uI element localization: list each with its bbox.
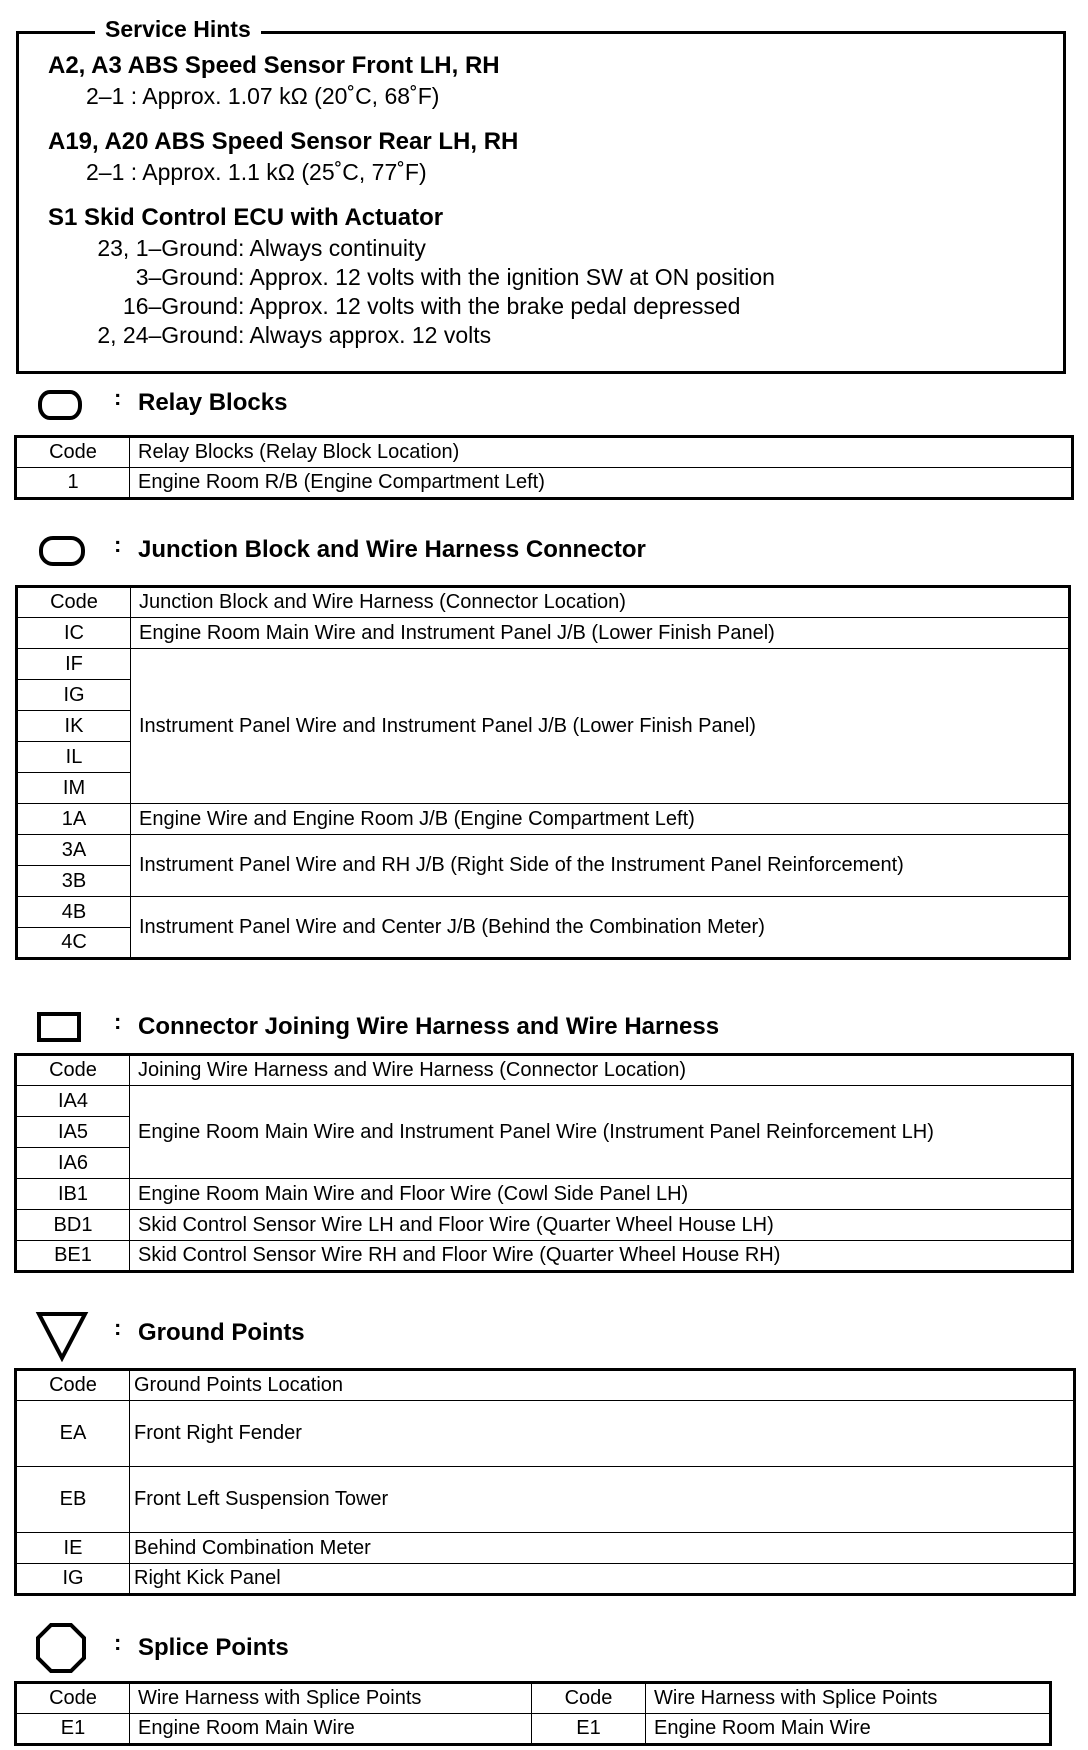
header-desc: Wire Harness with Splice Points: [130, 1683, 532, 1714]
hint-text: Approx. 1.07 kΩ (20˚C, 68˚F): [142, 83, 440, 109]
ground-points-title: Ground Points: [138, 1319, 305, 1346]
code-cell: EB: [16, 1467, 130, 1533]
hint-pin: 2–1: [86, 83, 125, 109]
code-cell: IB1: [16, 1179, 130, 1210]
hint-text: : Approx. 12 volts with the ignition SW at ON position: [238, 264, 775, 290]
desc-cell: Engine Room R/B (Engine Compartment Left): [130, 468, 1073, 499]
hint-pin: 2–1: [86, 159, 125, 185]
code-cell: E1: [16, 1714, 130, 1745]
splice-points-table: [14, 1681, 1052, 1746]
hint-pin: 3–Ground: [135, 264, 238, 290]
table-row: [17, 649, 1070, 680]
triangle-symbol-icon: [35, 1310, 89, 1362]
header-desc: Wire Harness with Splice Points: [646, 1683, 1051, 1714]
junction-block-table: [15, 585, 1071, 960]
desc-cell: Engine Room Main Wire: [130, 1714, 532, 1745]
header-desc: Junction Block and Wire Harness (Connector Location): [131, 587, 1070, 618]
header-desc: Joining Wire Harness and Wire Harness (Connector Location): [130, 1055, 1073, 1086]
hint-text: Approx. 1.1 kΩ (25˚C, 77˚F): [142, 159, 427, 185]
colon: :: [114, 1315, 122, 1340]
code-cell: E1: [532, 1714, 646, 1745]
code-cell: IK: [17, 711, 131, 742]
desc-cell: Instrument Panel Wire and RH J/B (Right Side of the Instrument Panel Reinforcement): [131, 835, 1070, 897]
code-cell: 3B: [17, 866, 131, 897]
code-cell: BD1: [16, 1210, 130, 1241]
relay-blocks-title: Relay Blocks: [138, 389, 288, 416]
table-row: [17, 618, 1070, 649]
hint-pin: 16–Ground: [122, 293, 238, 319]
hint-text: : Always approx. 12 volts: [238, 322, 492, 348]
code-cell: IE: [16, 1533, 130, 1564]
table-row: [16, 1401, 1075, 1467]
code-cell: IC: [17, 618, 131, 649]
code-cell: 1A: [17, 804, 131, 835]
hint-line: 2–1 : Approx. 1.07 kΩ (20˚C, 68˚F): [86, 83, 440, 109]
table-header-row: [16, 437, 1073, 468]
desc-cell: Instrument Panel Wire and Instrument Panel J/B (Lower Finish Panel): [131, 649, 1070, 804]
rounded-rect-symbol-icon: [38, 535, 86, 567]
table-header-row: [16, 1683, 1051, 1714]
table-row: [16, 1086, 1073, 1117]
hint-line: 2–1 : Approx. 1.1 kΩ (25˚C, 77˚F): [86, 159, 427, 185]
code-cell: IG: [16, 1564, 130, 1595]
relay-blocks-table: [14, 435, 1074, 500]
header-code: Code: [16, 437, 130, 468]
header-code: Code: [532, 1683, 646, 1714]
table-row: [16, 1714, 1051, 1745]
colon: :: [114, 532, 122, 557]
code-cell: 3A: [17, 835, 131, 866]
hint-text: : Approx. 12 volts with the brake pedal depressed: [238, 293, 741, 319]
table-row: [16, 1564, 1075, 1595]
table-header-row: [16, 1055, 1073, 1086]
table-row: [16, 1533, 1075, 1564]
table-row: [17, 835, 1070, 866]
table-header-row: [17, 587, 1070, 618]
desc-cell: Front Right Fender: [130, 1401, 1075, 1467]
connector-table: [14, 1053, 1074, 1273]
table-row: [16, 1210, 1073, 1241]
desc-cell: Engine Wire and Engine Room J/B (Engine Compartment Left): [131, 804, 1070, 835]
square-symbol-icon: [36, 1011, 82, 1043]
desc-cell: Engine Room Main Wire and Floor Wire (Cowl Side Panel LH): [130, 1179, 1073, 1210]
connector-title: Connector Joining Wire Harness and Wire Harness: [138, 1013, 720, 1040]
table-row: [16, 1179, 1073, 1210]
octagon-symbol-icon: [35, 1622, 87, 1674]
service-hints-title: Service Hints: [95, 16, 261, 43]
code-cell: 1: [16, 468, 130, 499]
code-cell: IA6: [16, 1148, 130, 1179]
code-cell: EA: [16, 1401, 130, 1467]
desc-cell: Instrument Panel Wire and Center J/B (Behind the Combination Meter): [131, 897, 1070, 959]
code-cell: IL: [17, 742, 131, 773]
table-row: [16, 1241, 1073, 1272]
desc-cell: Front Left Suspension Tower: [130, 1467, 1075, 1533]
header-desc: Ground Points Location: [130, 1370, 1075, 1401]
code-cell: IF: [17, 649, 131, 680]
colon: :: [114, 1009, 122, 1034]
desc-cell: Engine Room Main Wire: [646, 1714, 1051, 1745]
code-cell: IA4: [16, 1086, 130, 1117]
desc-cell: Skid Control Sensor Wire RH and Floor Wire (Quarter Wheel House RH): [130, 1241, 1073, 1272]
desc-cell: Engine Room Main Wire and Instrument Panel J/B (Lower Finish Panel): [131, 618, 1070, 649]
table-header-row: [16, 1370, 1075, 1401]
table-row: [17, 897, 1070, 928]
hint-heading: A19, A20 ABS Speed Sensor Rear LH, RH: [48, 128, 519, 155]
splice-points-title: Splice Points: [138, 1634, 289, 1661]
rounded-rect-symbol-icon: [37, 389, 83, 421]
code-cell: IA5: [16, 1117, 130, 1148]
hint-pin: 23, 1–Ground: [97, 235, 238, 261]
header-code: Code: [17, 587, 131, 618]
table-row: [16, 1467, 1075, 1533]
hint-text: : Always continuity: [238, 235, 426, 261]
header-desc: Relay Blocks (Relay Block Location): [130, 437, 1073, 468]
code-cell: IG: [17, 680, 131, 711]
desc-cell: Behind Combination Meter: [130, 1533, 1075, 1564]
code-cell: 4B: [17, 897, 131, 928]
header-code: Code: [16, 1055, 130, 1086]
table-row: [17, 804, 1070, 835]
desc-cell: Right Kick Panel: [130, 1564, 1075, 1595]
header-code: Code: [16, 1683, 130, 1714]
colon: :: [114, 385, 122, 410]
code-cell: 4C: [17, 928, 131, 959]
hint-heading: S1 Skid Control ECU with Actuator: [48, 204, 444, 231]
hint-pin: 2, 24–Ground: [97, 322, 238, 348]
hint-heading: A2, A3 ABS Speed Sensor Front LH, RH: [48, 52, 500, 79]
desc-cell: Engine Room Main Wire and Instrument Panel Wire (Instrument Panel Reinforcement LH): [130, 1086, 1073, 1179]
header-code: Code: [16, 1370, 130, 1401]
desc-cell: Skid Control Sensor Wire LH and Floor Wire (Quarter Wheel House LH): [130, 1210, 1073, 1241]
table-row: [16, 468, 1073, 499]
colon: :: [114, 1630, 122, 1655]
code-cell: IM: [17, 773, 131, 804]
junction-block-title: Junction Block and Wire Harness Connector: [138, 536, 646, 563]
ground-points-table: [14, 1368, 1076, 1596]
code-cell: BE1: [16, 1241, 130, 1272]
